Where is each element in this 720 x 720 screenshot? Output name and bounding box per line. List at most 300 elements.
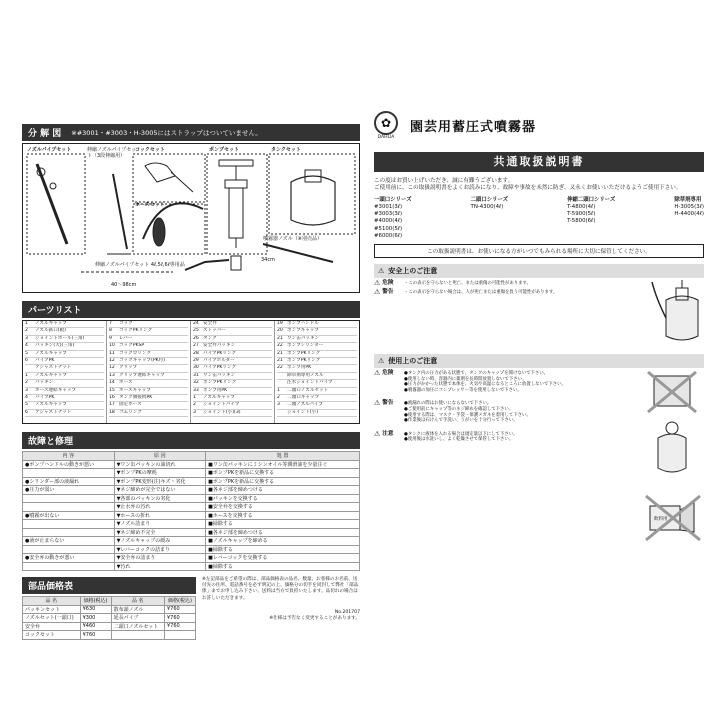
trouble-content <box>23 520 115 529</box>
model-series-column <box>674 197 704 240</box>
brand-name: DAHLIA <box>377 134 395 140</box>
part-name: ポンプ用PK <box>203 387 228 393</box>
model-item: T-5900(5ℓ) <box>567 211 596 218</box>
part-name: ノズルキャップ <box>203 395 235 401</box>
series-heading: 除草剤専用 <box>674 196 702 203</box>
trouble-fix: ■安全弁を交換する <box>206 503 360 512</box>
model-item: #6000(6ℓ) <box>374 232 403 239</box>
left-column <box>22 124 360 640</box>
trouble-cause: ▼安全弁の詰まり <box>114 554 206 563</box>
safety-danger-text: ・この表示を守らないと死亡、または重傷の可能性があります。 <box>404 281 531 287</box>
safety-warning-row <box>374 287 644 296</box>
trouble-cause: ▼ホースの折れ <box>114 511 206 520</box>
trouble-row <box>23 494 360 503</box>
part-number: 3 <box>25 387 28 393</box>
price-note: ※左記部品をご希望の際は、部品価格表の品名、数量、お客様のお名前、送付先の住所、電話番号を必ず明記の上、価格分の切手を同封して弊社「部品係」までお申し込み下さい。送料は当方で負担いたします。品切れの場合はお許しいただきます。 <box>202 577 359 601</box>
parts-row <box>277 373 357 380</box>
trouble-row <box>23 469 360 478</box>
part-number: 16 <box>109 395 115 401</box>
part-name: パイプPKリング <box>203 365 237 371</box>
parts-row <box>277 388 357 395</box>
safety-warning-text: ・この表示を守らない場合は、人が死亡または重傷を負う可能性があります。 <box>404 289 558 295</box>
warning-triangle-icon: ⚠ <box>378 267 385 276</box>
parts-row <box>277 395 357 402</box>
parts-row <box>277 380 357 387</box>
safety-warning-label: 警告 <box>382 288 394 295</box>
part-number: 30 <box>193 365 199 371</box>
parts-list-title: パーツリスト <box>28 306 82 316</box>
exploded-view-title: 分 解 図 <box>28 129 62 139</box>
part-number: 20 <box>277 328 283 334</box>
parts-column-4 <box>275 321 359 423</box>
trouble-content: ●シリンダー部の液漏れ <box>23 477 115 486</box>
series-heading: 一頭口シリーズ <box>374 196 412 203</box>
parts-column-1 <box>23 321 107 423</box>
part-name: ワン缶パッキン <box>203 372 236 378</box>
trouble-content <box>23 494 115 503</box>
part-name: ポンプハンドル <box>287 321 319 326</box>
part-number: 13 <box>109 372 115 378</box>
usage-texts <box>374 368 640 558</box>
safety-danger-label: 危険 <box>382 280 394 287</box>
series-heading: 伸縮二頭口シリーズ <box>567 196 616 203</box>
part-number: 1 <box>277 387 280 393</box>
part-number: 1 <box>193 395 196 401</box>
part-number: 4 <box>25 395 28 401</box>
part-name: コックPKSP <box>119 343 145 349</box>
parts-row <box>193 402 272 409</box>
product-title: 園芸用蓄圧式噴霧器 <box>410 119 537 135</box>
trouble-row <box>23 528 360 537</box>
parts-row <box>25 336 104 343</box>
part-name: コックキャップ(PK付) <box>119 358 166 364</box>
trouble-col-fix: 処 置 <box>206 452 360 461</box>
part-number: 14 <box>109 380 115 386</box>
trouble-fix: ■レバーコックを交換する <box>206 554 360 563</box>
parts-row <box>193 343 272 350</box>
part-number: 3 <box>25 335 28 341</box>
part-number: 22 <box>277 365 283 371</box>
parts-row <box>193 395 272 402</box>
ext-pipe-label: 伸縮ノズルパイプセット（3段伸縮用） <box>87 147 137 159</box>
parts-row <box>193 328 272 335</box>
part-name: パイプPK <box>35 358 55 364</box>
part-number: 21 <box>277 350 283 356</box>
part-name: ポンプキャップ <box>287 328 319 334</box>
part-number: 10 <box>109 343 115 349</box>
price-item-name: ノズルセット(一頭口) <box>23 614 81 623</box>
trouble-row <box>23 537 360 546</box>
parts-row <box>25 343 104 350</box>
parts-row <box>277 402 357 409</box>
usage-illustrations <box>640 368 704 558</box>
trouble-fix: ■ポンプPKを新品に交換する <box>206 469 360 478</box>
trouble-fix: ■ワン缶パッキンにミシンオイル等潤滑油を少量注ぐ <box>206 460 360 469</box>
length-label: 40〜98cm <box>111 282 137 288</box>
part-name: 二頭口キャップ <box>287 395 320 401</box>
part-number: 7 <box>109 321 112 326</box>
part-number: 19 <box>277 321 283 326</box>
usage-line: ●ご使用前にキャップ等のネジ締めを確認して下さい。 <box>404 407 514 412</box>
usage-line: ●圧力がかかった状態で本体を、火気や高温になるところに放置しないで下さい。 <box>404 382 566 388</box>
price-rows <box>23 605 196 639</box>
model-series-column <box>374 197 411 240</box>
price-item-value: ¥630 <box>80 605 111 614</box>
part-number: 26 <box>193 335 199 341</box>
price-block <box>22 577 196 640</box>
price-item-name: 延長パイプ <box>111 614 164 623</box>
usage-warning-lines <box>404 401 640 423</box>
part-number: 27 <box>193 343 199 349</box>
parts-row <box>193 410 272 417</box>
price-col-price-1: 価格(税込) <box>80 597 111 606</box>
model-item: T-5800(6ℓ) <box>567 218 596 225</box>
part-number: 6 <box>25 409 28 415</box>
part-name: グリップ連結キャップ <box>119 372 165 378</box>
ext-option-label: 伸縮ノズルパイプセット 4ℓ,5ℓ,6ℓ専用品 <box>95 262 185 268</box>
price-row <box>23 605 196 614</box>
part-name: ホース連結キャップ <box>35 387 77 393</box>
part-name: アジャストナット <box>35 409 72 415</box>
trouble-col-content: 内 容 <box>23 452 115 461</box>
trouble-fix: ■各ネジ部を締めつける <box>206 486 360 495</box>
part-name: コック <box>119 321 133 326</box>
price-item-value: ¥460 <box>80 622 111 631</box>
part-number: 12 <box>109 365 115 371</box>
series-heading: 二頭口シリーズ <box>470 196 508 203</box>
keep-manual-notice: この取扱説明書は、お使いになる方がいつでもみられる場所に大切に保管してください。 <box>374 244 704 258</box>
trouble-table <box>22 451 360 571</box>
trouble-content <box>23 528 115 537</box>
price-col-price-2: 価格(税込) <box>164 597 195 606</box>
parts-row <box>25 351 104 358</box>
model-item: #3001(3ℓ) <box>374 204 403 211</box>
part-name: アジャストナット <box>35 365 72 371</box>
trouble-cause: ▼汚れ <box>114 562 206 571</box>
price-row <box>23 631 196 640</box>
intro-line-1: この度はお買い上げいただき、誠に有難うございます。 <box>374 178 514 184</box>
part-name: パッキン <box>35 380 54 386</box>
part-number: 17 <box>109 402 115 408</box>
parts-row <box>193 388 272 395</box>
trouble-cause: ▼ポンプPK変形(注)キズ・劣化 <box>114 477 206 486</box>
part-number: 31 <box>193 372 199 378</box>
trouble-content <box>23 562 115 571</box>
usage-warning-row <box>374 401 640 423</box>
price-item-name: 二頭口ノズルセット <box>111 622 164 631</box>
trouble-cause: ▼ノズルキャップの緩み <box>114 537 206 546</box>
prohibited-illustrations <box>640 368 704 558</box>
warning-icon: ⚠ <box>374 287 381 296</box>
cock-set-label: コックセット <box>135 147 165 153</box>
parts-row <box>25 388 104 395</box>
part-number: 22 <box>277 343 283 349</box>
part-number: 21 <box>277 358 283 364</box>
parts-row <box>109 358 188 365</box>
trouble-cause: ▼ワン缶パッキンの油切れ <box>114 460 206 469</box>
parts-row <box>193 351 272 358</box>
price-col-name-1: 品 名 <box>23 597 81 606</box>
trouble-fix: ■ホースを交換する <box>206 511 360 520</box>
parts-row <box>25 380 104 387</box>
part-number: 2 <box>277 395 280 401</box>
part-number <box>277 373 287 379</box>
trouble-content: ●安全弁の動きが悪い <box>23 554 115 563</box>
trouble-content <box>23 545 115 554</box>
part-name: 安全弁パッキン <box>203 343 236 349</box>
part-name: パイプPK <box>35 395 55 401</box>
part-name: パイプPKリング <box>203 350 237 356</box>
price-item-name <box>111 631 164 640</box>
parts-row <box>25 410 104 417</box>
part-number: 5 <box>25 402 28 408</box>
trouble-row <box>23 545 360 554</box>
safety-title: 安全上のご注意 <box>388 267 438 276</box>
part-number: 4 <box>25 343 28 349</box>
trouble-content: ●ポンプハンドルの動きが悪い <box>23 460 115 469</box>
parts-row <box>277 358 357 365</box>
part-number: 33 <box>193 387 199 393</box>
usage-line: ●使用する際は、マスク・手袋・保護メガネを着用して下さい。 <box>404 412 531 418</box>
safety-body <box>374 278 704 348</box>
danger-icon: ⚠ <box>374 279 381 288</box>
part-number: 3 <box>277 402 280 408</box>
part-number: 1 <box>25 321 28 326</box>
trouble-fix: ■掃除する <box>206 520 360 529</box>
nozzle-set-label: ノズルパイプセット <box>27 147 72 153</box>
usage-section-header <box>374 354 704 368</box>
trouble-row <box>23 503 360 512</box>
part-number: 25 <box>193 328 199 334</box>
parts-row <box>109 351 188 358</box>
trouble-content <box>23 503 115 512</box>
price-section <box>22 577 360 640</box>
caution-icon: ⚠ <box>374 429 381 438</box>
parts-row <box>109 395 188 402</box>
usage-title: 使用上のご注意 <box>388 357 438 366</box>
part-name: ポンプPKリング <box>203 380 237 386</box>
part-name: 安全弁 <box>203 321 217 326</box>
usage-danger-label: 危険 <box>382 370 394 377</box>
atomizer-label: 噴霧器ノズル（※別売品） <box>263 236 322 242</box>
part-name: 固定ホース <box>119 402 142 408</box>
usage-body <box>374 368 704 558</box>
part-name: ホースキャップ <box>119 387 151 393</box>
parts-column-3 <box>191 321 275 423</box>
part-name: ストッパー <box>203 328 226 334</box>
part-name: パイプホルダー <box>203 358 235 364</box>
usage-line: ●液漏れの際はお使いにならないで下さい。 <box>404 401 492 407</box>
brand-logo <box>374 111 398 140</box>
usage-caution-label: 注意 <box>382 430 394 437</box>
part-number <box>25 365 35 371</box>
trouble-row <box>23 460 360 469</box>
part-name: ワン缶パッキン <box>287 335 320 341</box>
parts-row <box>277 365 357 372</box>
trouble-cause: ▼止水弁の汚れ <box>114 503 206 512</box>
trouble-fix: ■パッキンを交換する <box>206 494 360 503</box>
usage-line: ●作業後は石けんで手洗い、うがいを十分行って下さい。 <box>404 418 518 424</box>
trouble-row <box>23 486 360 495</box>
parts-row <box>25 328 104 335</box>
warning-icon: ⚠ <box>374 399 381 408</box>
model-item: H-3005(3ℓ) <box>674 204 704 211</box>
price-item-value: ¥760 <box>164 614 195 623</box>
price-item-name: コックセット <box>23 631 81 640</box>
parts-row <box>193 358 272 365</box>
danger-icon: ⚠ <box>374 369 381 378</box>
trouble-row <box>23 554 360 563</box>
part-name: 二頭ノズルパイプ <box>287 402 324 408</box>
safety-danger-row <box>374 281 644 287</box>
price-col-name-2: 品 名 <box>111 597 164 606</box>
part-number: 2 <box>25 328 28 334</box>
part-name: レバー <box>119 335 133 341</box>
parts-row <box>25 395 104 402</box>
parts-list <box>22 320 360 424</box>
usage-line: ●噴霧器の加圧にコンプレッサー等を使用しないで下さい。 <box>404 387 522 393</box>
part-name: 除草剤専用ノズル <box>287 372 324 378</box>
exploded-diagram <box>22 143 360 293</box>
trouble-fix: ■ポンプPKを新品に交換する <box>206 477 360 486</box>
price-item-value: ¥760 <box>80 631 111 640</box>
part-name: タンク <box>203 335 217 341</box>
part-number <box>277 410 287 416</box>
parts-row <box>25 321 104 328</box>
model-item: H-4400(4ℓ) <box>674 211 704 218</box>
exploded-drawing <box>23 144 359 292</box>
parts-row <box>25 358 104 365</box>
safety-texts <box>374 278 644 348</box>
part-number: 12 <box>109 358 115 364</box>
part-name: ゴムリング <box>119 409 142 415</box>
drink-label: 飲料用 <box>654 517 668 523</box>
price-item-name: 散布頭ノズル <box>111 605 164 614</box>
part-number: 28 <box>193 350 199 356</box>
trouble-header <box>22 432 360 449</box>
usage-danger-row <box>374 371 640 393</box>
part-name: ポンプPKリング <box>287 350 321 356</box>
parts-row <box>109 365 188 372</box>
part-name: コックロリング <box>119 350 151 356</box>
price-item-name: 安全弁 <box>23 622 81 631</box>
exploded-view-note: ※#3001・#3003・H-3005にはストラップはついていません。 <box>71 129 262 137</box>
model-item: T-4800(4ℓ) <box>567 204 596 211</box>
parts-row <box>277 410 357 417</box>
parts-row <box>277 343 357 350</box>
caution-triangle-icon: ⚠ <box>378 357 385 366</box>
price-header <box>22 577 196 594</box>
hose-set-label: ホースセット <box>135 202 165 208</box>
parts-row <box>193 365 272 372</box>
part-number: 2 <box>25 380 28 386</box>
usage-warning-label: 警告 <box>382 400 394 407</box>
trouble-content: ●液が止まらない <box>23 537 115 546</box>
parts-row <box>109 343 188 350</box>
parts-list-header <box>22 301 360 318</box>
part-number: 6 <box>25 358 28 364</box>
part-number: 8 <box>109 328 112 334</box>
trouble-fix: ■ノズルキャップを締める <box>206 537 360 546</box>
parts-row <box>109 373 188 380</box>
price-title: 部品価格表 <box>28 582 74 592</box>
usage-line: ●使用しない時、容器内に薬剤を長時間放置しないで下さい。 <box>404 376 527 382</box>
part-name: ジョイント(小) <box>287 409 319 415</box>
parts-row <box>193 321 272 328</box>
part-number: 32 <box>193 380 199 386</box>
price-item-value: ¥300 <box>80 614 111 623</box>
trouble-cause: ▼ノズル詰まり <box>114 520 206 529</box>
parts-row <box>109 388 188 395</box>
part-number: 24 <box>193 321 199 326</box>
price-table <box>22 596 196 640</box>
usage-caution-lines <box>404 432 640 443</box>
parts-row <box>277 321 357 328</box>
usage-caution-row <box>374 429 640 443</box>
trouble-content: ●圧力が弱い <box>23 486 115 495</box>
part-name: ノズルキャップ <box>35 350 67 356</box>
part-name: タンク側接続PK <box>119 395 153 401</box>
part-name: ノズル鉄口(板) <box>35 328 66 334</box>
trouble-fix: ■掃除する <box>206 545 360 554</box>
flower-logo-icon: ✿ <box>374 111 398 135</box>
trouble-cause: ▼レバーコックの詰まり <box>114 545 206 554</box>
price-item-name: パッキンセット <box>23 605 81 614</box>
parts-row <box>109 328 188 335</box>
usage-line: ●タンク内の圧力がある状態で、タンクのキャップを開けないで下さい。 <box>404 371 549 377</box>
trouble-cause: ▼ネジ締め不完全 <box>114 528 206 537</box>
part-number <box>277 380 287 386</box>
model-series <box>374 197 704 240</box>
parts-row <box>193 380 272 387</box>
parts-row <box>109 402 188 409</box>
intro-text <box>374 178 704 193</box>
parts-row <box>25 402 104 409</box>
trouble-col-cause: 原 因 <box>114 452 206 461</box>
parts-row <box>193 373 272 380</box>
parts-row <box>109 336 188 343</box>
trouble-fix: ■各ネジ部を締めつける <box>206 528 360 537</box>
parts-row <box>25 365 104 372</box>
sprayer-illustration <box>644 278 704 348</box>
spec-note: ※仕様は予告なく変更することがあります。 <box>269 616 360 622</box>
parts-column-2 <box>107 321 191 423</box>
parts-row <box>25 373 104 380</box>
part-number: 2 <box>193 402 196 408</box>
trouble-title: 故障と修理 <box>28 437 74 447</box>
parts-row <box>109 321 188 328</box>
right-column <box>374 108 704 558</box>
brand-row <box>374 108 704 142</box>
part-name: ノズルキャップ <box>35 321 67 326</box>
part-name: ノズルキャップ <box>35 402 67 408</box>
part-name: ポンプシリンダー <box>287 343 324 349</box>
intro-line-2: ご使用前に、この取扱説明書をよくお読みになり、故障や事故を未然に防ぎ、又永くお使いいただけるようご使用下さい。 <box>374 185 682 192</box>
part-name: 二頭口ノズルセット <box>287 387 329 393</box>
usage-line: ●タンクに液体を入れる場合は規定量以下にして下さい。 <box>404 431 518 437</box>
part-name: ポンプ用PK <box>287 365 312 371</box>
model-item: TN-4300(4ℓ) <box>470 204 504 211</box>
pump-set-label: ポンプセット <box>209 147 239 153</box>
part-name: ノズルキャップ <box>35 372 67 378</box>
model-item: #5100(5ℓ) <box>374 225 403 232</box>
part-name: ジョイントホール(三角) <box>35 335 85 341</box>
price-item-value <box>164 631 195 640</box>
model-series-column <box>471 197 508 240</box>
trouble-fix: ■掃除する <box>206 562 360 571</box>
trouble-content <box>23 469 115 478</box>
trouble-cause: ▼ネジ締めが完全ではない <box>114 486 206 495</box>
